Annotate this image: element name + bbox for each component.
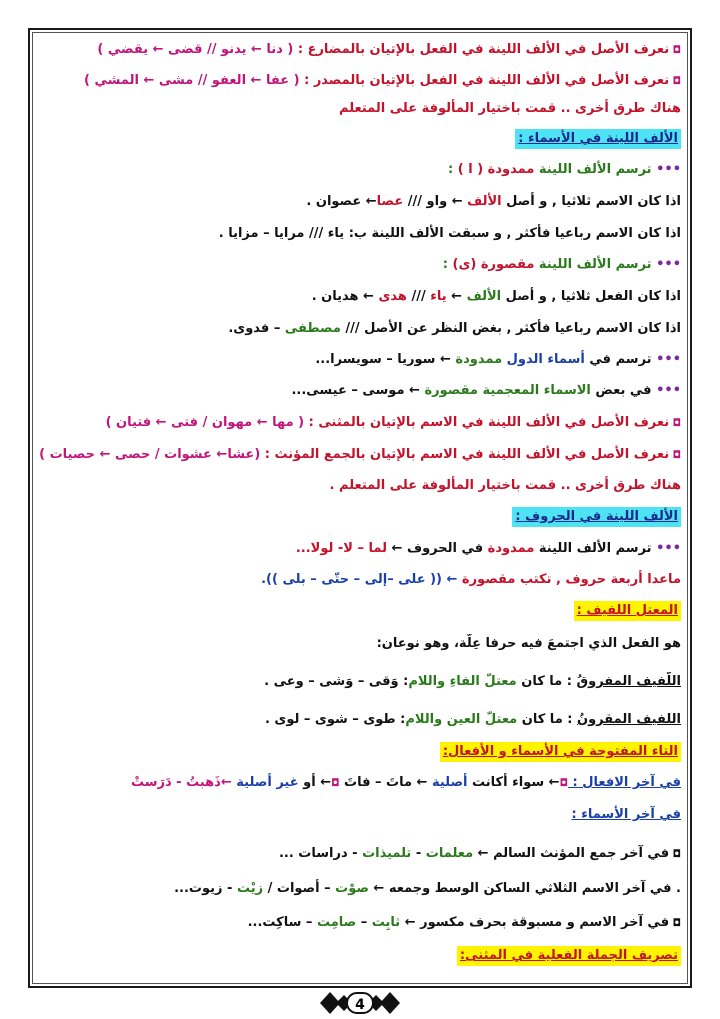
page-number: 4 [346,992,374,1014]
heading-letters: الألف اللينة في الحروف : [36,507,681,527]
line-mamduda-rule: ••• ترسم الألف اللينة ممدودة ( ا ) : [448,162,681,177]
line-other-ways-1: هناك طرق أخرى .. قمت باختيار المألوفة على المتعلم [339,101,681,116]
line-maqsura-rule: ••• ترسم الألف اللينة مقصورة (ى) : [442,257,681,272]
line-verb-origin-masdar: ◘ نعرف الأصل في الألف اللينة في الفعل بالإتيان بالمصدر : ( عفا ← العفو // مشى ← المشي ) [84,73,681,88]
line-noun-origin-dual: ◘ نعرف الأصل في الألف اللينة في الاسم بالإتيان بالمثنى : ( مها ← مهوان / فتى ← فتيان ) [105,415,681,430]
line-lafif-maqrun: اللفيف المقرونُ : ما كان معتلّ العين واللام: طوى – شوى – لوى . [264,712,681,727]
line-triliteral: . في آخر الاسم الثلاثي الساكن الوسط وجمعه ← صوْت – أصوات / زيْت - زيوت... [174,881,681,896]
line-lafif-def: هو الفعل الذي اجتمعَ فيه حرفا عِلّة، وهو نوعان: [376,636,681,651]
line-asa: اذا كان الاسم ثلاثيا , و أصل الألف ← واو /// عصا← عصوان . [306,194,681,209]
page-number-badge [316,988,404,1018]
line-taa-verbs: في آخر الافعال : ◘← سواء أكانت أصلية ← ماتَ – فاتَ ◘← أو غير أصلية ←ذَهبتُ - دَرَستْ [130,775,681,790]
heading-open-taa: التاء المفتوحة في الأسماء و الأفعال: [36,742,681,762]
line-maraya: اذا كان الاسم رباعيا فأكثر , و سبقت الألف اللينة ب: ياء /// مرايا – مزايا . [218,226,681,241]
line-foreign-names: ••• في بعض الاسماء المعجمية مقصورة ← موسى – عيسى... [291,383,681,398]
heading-lafif: المعتل اللفيف : [36,601,681,621]
line-kasra-preceded: ◘ في آخر الاسم و مسبوقة بحرف مكسور ← ثابِت – صامِت – ساكِت... [247,915,681,930]
heading-dual-conjugation: تصريف الجملة الفعلية في المثنى: [36,946,681,966]
heading-names: الألف اللينة في الأسماء : [36,129,681,149]
line-verb-origin-mudari: ◘ نعرف الأصل في الألف اللينة في الفعل بالإتيان بالمضارع : ( دنا ← يدنو // قضى ← يقضي ) [97,42,681,57]
line-mustafa: اذا كان الاسم رباعيا فأكثر , بغض النظر عن الأصل /// مصطفى – فدوى. [228,321,681,336]
line-other-ways-2: هناك طرق أخرى .. قمت باختيار المألوفة على المتعلم . [329,478,681,493]
document-body [36,32,681,982]
line-countries: ••• ترسم في أسماء الدول ممدودة ← سوريا – سويسرا... [315,352,681,367]
heading-taa-names: في آخر الأسماء : [571,807,681,822]
line-letters-rule: ••• ترسم الألف اللينة ممدودة في الحروف ← لما – لا- لولا... [295,541,681,556]
line-lafif-mafruq: اللّفيف المفروقُ : ما كان معتلّ الفاءِ واللام: وَقى – وَشى – وعى . [264,674,681,689]
line-huda: اذا كان الفعل ثلاثيا , و أصل الألف ← ياء /// هدى ← هديان . [311,289,681,304]
line-noun-origin-plural: ◘ نعرف الأصل في الألف اللينة في الاسم بالإتيان بالجمع المؤنث : (عشا← عشوات / حصى ← حصيات ) [39,447,681,462]
line-four-letters: ماعدا أربعة حروف , تكتب مقصورة ← (( على –إلى – حتّى – بلى )). [261,572,681,587]
line-feminine-plural: ◘ في آخر جمع المؤنث السالم ← معلمات - تلميذات - دراسات ... [278,846,681,861]
